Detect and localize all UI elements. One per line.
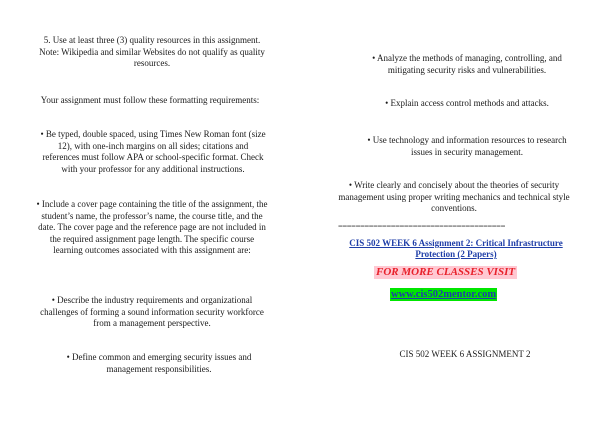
footer-assignment-title: CIS 502 WEEK 6 ASSIGNMENT 2 [399, 349, 531, 359]
website-link[interactable]: www.cis502mentor.com [391, 289, 497, 300]
bullet-define: • Define common and emerging security issues and management responsibilities. [66, 352, 252, 374]
formatting-intro: Your assignment must follow these formatting requirements: [40, 95, 260, 105]
bullet-cover-page: • Include a cover page containing the title of the assignment, the student’s name, the professor’s name, the course title, and the date. The cover page and the reference page are not included in the required assignment page length. The specific course learning outcomes associated with this assignment are: [36, 199, 268, 255]
bullet-explain: • Explain access control methods and attacks. [385, 98, 549, 108]
bullet-write: • Write clearly and concisely about the theories of security management using proper writing mechanics and technical style conventions. [338, 180, 570, 213]
item-5-text: 5. Use at least three (3) quality resources in this assignment. Note: Wikipedia and similar Websites do not qualify as quality resources. [39, 35, 265, 68]
assignment-title-link[interactable]: CIS 502 WEEK 6 Assignment 2: Critical Infrastructure Protection (2 Papers) [349, 238, 563, 259]
more-classes-banner: FOR MORE CLASSES VISIT [376, 266, 516, 278]
bullet-analyze: • Analyze the methods of managing, controlling, and mitigating security risks and vulnerabilities. [372, 53, 562, 75]
separator-line: ====================================== [338, 221, 505, 231]
bullet-describe: • Describe the industry requirements and organizational challenges of forming a sound information security workforce from a management perspective. [40, 295, 264, 328]
bullet-typed-requirements: • Be typed, double spaced, using Times New Roman font (size 12), with one-inch margins on all sides; citations and references must follow APA or school-specific format. Check with your professor for any additional instructions. [40, 129, 266, 174]
right-column [300, 0, 600, 424]
bullet-use-technology: • Use technology and information resources to research issues in security management. [367, 135, 567, 157]
